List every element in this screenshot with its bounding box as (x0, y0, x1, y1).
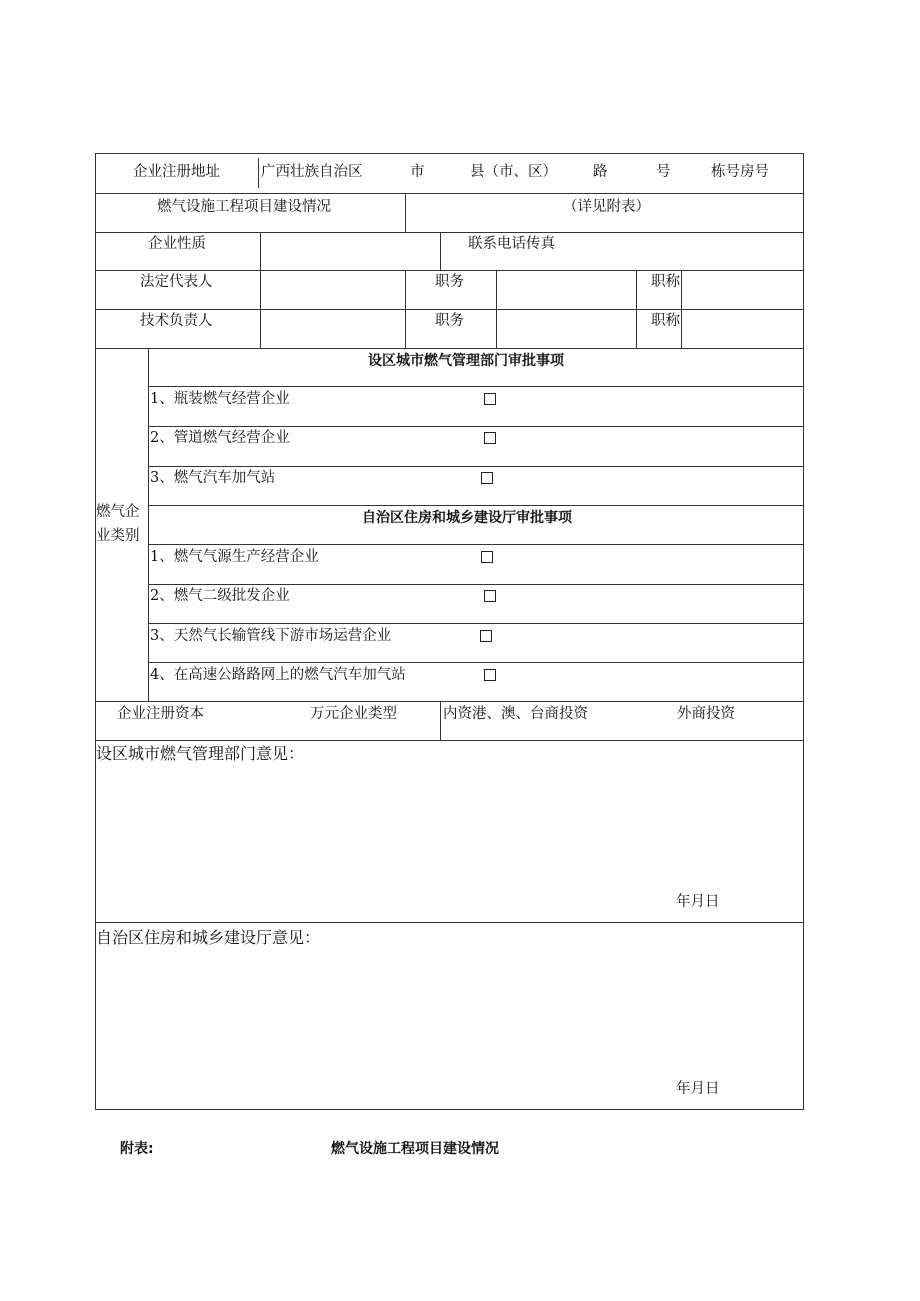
contact-label: 联系电话传真 (468, 236, 555, 252)
region-item-2: 2、燃气二级批发企业 (150, 588, 290, 604)
table-border-right (803, 153, 804, 1110)
project-label: 燃气设施工程项目建设情况 (157, 199, 331, 215)
row-line (148, 623, 804, 624)
region-item-1-checkbox[interactable] (481, 551, 493, 563)
city-opinion-date: 年月日 (676, 894, 720, 910)
capital-domestic: 内资港、澳、台商投资 (443, 706, 588, 722)
col-line (405, 193, 406, 232)
table-border-left (95, 153, 96, 1110)
col-line (260, 232, 261, 348)
row-line (95, 740, 804, 741)
row-line (95, 270, 804, 271)
row-line (148, 662, 804, 663)
region-opinion-title: 自治区住房和城乡建设厅意见： (96, 928, 321, 947)
row-line (95, 348, 804, 349)
table-border-bottom (95, 1109, 804, 1110)
legal-rep-title-label: 职称 (651, 274, 680, 290)
col-line (681, 270, 682, 348)
address-road: 路 (593, 164, 608, 180)
annex-title: 燃气设施工程项目建设情况 (331, 1141, 499, 1157)
address-number: 号 (656, 164, 671, 180)
region-section-header: 自治区住房和城乡建设厅审批事项 (362, 510, 572, 526)
category-label-line1: 燃气企 (96, 504, 140, 520)
col-line (440, 232, 441, 270)
address-building: 栋号房号 (711, 164, 769, 180)
region-opinion-date: 年月日 (676, 1081, 720, 1097)
city-item-1: 1、瓶装燃气经营企业 (150, 391, 290, 407)
city-item-2-checkbox[interactable] (484, 432, 496, 444)
tech-lead-label: 技术负责人 (140, 313, 213, 329)
city-item-1-checkbox[interactable] (484, 393, 496, 405)
row-line (95, 922, 804, 923)
row-line (95, 309, 804, 310)
region-item-4: 4、在高速公路路网上的燃气汽车加气站 (150, 667, 406, 683)
address-label: 企业注册地址 (133, 164, 220, 180)
city-section-header: 设区城市燃气管理部门审批事项 (368, 353, 564, 369)
row-line (95, 232, 804, 233)
row-line (148, 466, 804, 467)
city-opinion-title: 设区城市燃气管理部门意见： (96, 744, 305, 763)
capital-unit-type: 万元企业类型 (310, 706, 397, 722)
project-value: （详见附表） (563, 199, 650, 215)
col-line (148, 348, 149, 701)
region-item-4-checkbox[interactable] (484, 669, 496, 681)
row-line (148, 386, 804, 387)
row-line (148, 426, 804, 427)
address-county: 县（市、区） (470, 164, 557, 180)
category-label (96, 500, 144, 548)
col-line (496, 270, 497, 348)
region-item-3: 3、天然气长输管线下游市场运营企业 (150, 628, 392, 644)
row-line (148, 544, 804, 545)
legal-rep-position-label: 职务 (435, 274, 464, 290)
annex-label: 附表: (120, 1141, 154, 1157)
tech-lead-title-label: 职称 (651, 313, 680, 329)
region-item-1: 1、燃气气源生产经营企业 (150, 549, 319, 565)
col-line (440, 701, 441, 740)
nature-label: 企业性质 (148, 236, 206, 252)
city-item-2: 2、管道燃气经营企业 (150, 430, 290, 446)
col-line (636, 270, 637, 348)
row-line (95, 701, 804, 702)
region-item-3-checkbox[interactable] (480, 630, 492, 642)
capital-label: 企业注册资本 (117, 706, 204, 722)
row-line (148, 584, 804, 585)
row-line (148, 505, 804, 506)
tech-lead-position-label: 职务 (435, 313, 464, 329)
category-label-line2: 业类别 (96, 528, 140, 544)
table-border-top (95, 153, 804, 154)
city-item-3: 3、燃气汽车加气站 (150, 470, 276, 486)
col-line (405, 270, 406, 348)
col-line (258, 158, 259, 188)
address-city: 市 (410, 164, 425, 180)
row-line (95, 193, 804, 194)
address-region: 广西壮族自治区 (261, 164, 363, 180)
capital-foreign: 外商投资 (677, 706, 735, 722)
city-item-3-checkbox[interactable] (481, 472, 493, 484)
legal-rep-label: 法定代表人 (140, 274, 213, 290)
region-item-2-checkbox[interactable] (484, 590, 496, 602)
